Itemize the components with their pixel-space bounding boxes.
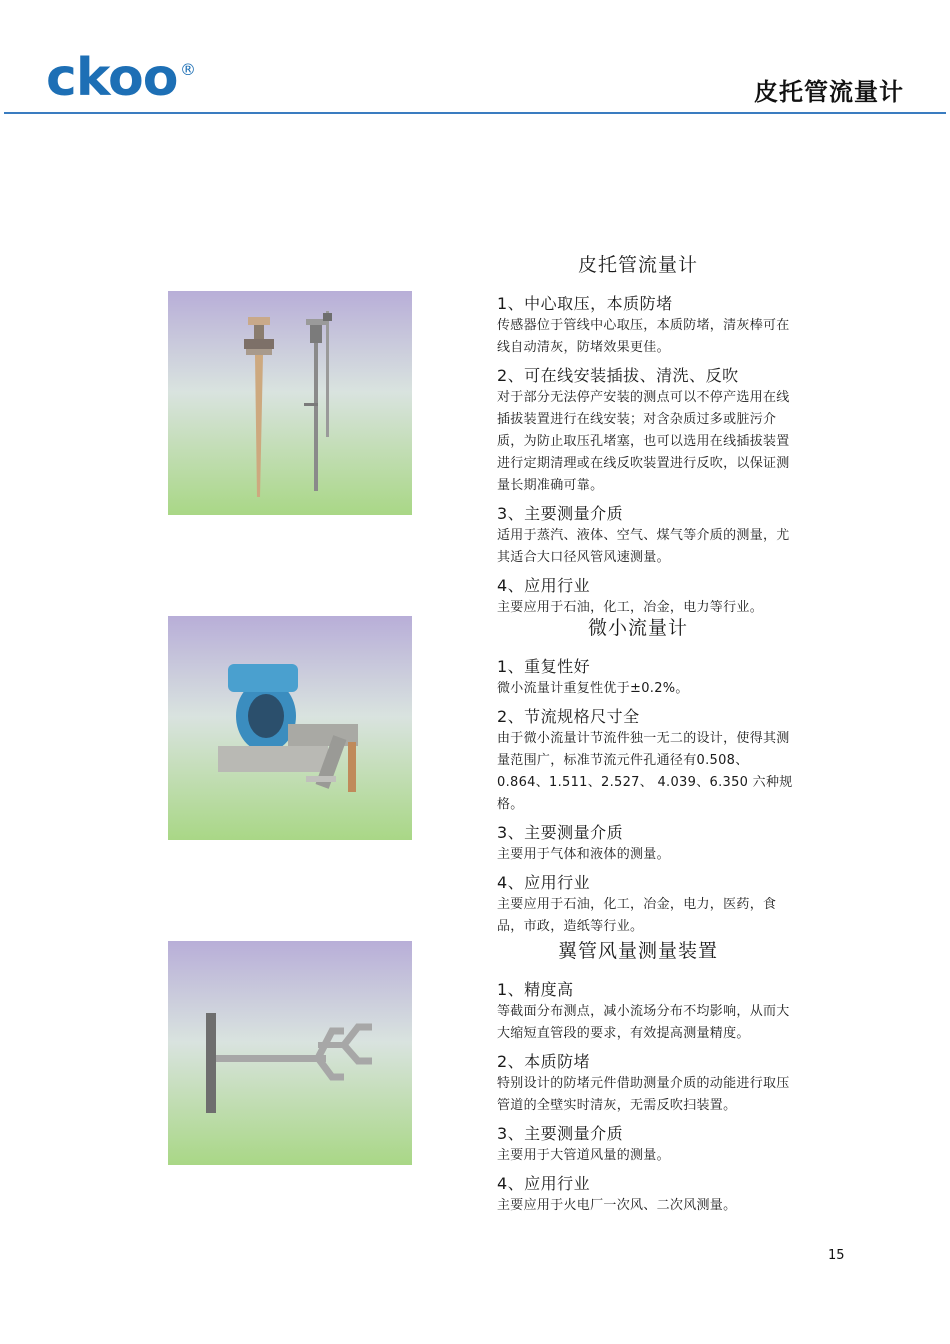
item-heading: 1、中心取压，本质防堵 [497,294,673,313]
item-heading: 4、应用行业 [497,873,591,892]
header-title: 皮托管流量计 [754,78,904,106]
section-wing-tube [497,936,797,1217]
item-body: 适用于蒸汽、液体、空气、煤气等介质的测量，尤其适合大口径风管风速测量。 [497,528,790,565]
item-body: 主要应用于石油，化工，冶金，电力等行业。 [497,600,764,615]
pitot-tube-photo [168,291,412,515]
item-heading: 4、应用行业 [497,1174,591,1193]
item-heading: 2、节流规格尺寸全 [497,707,640,726]
section-pitot-tube [497,250,797,619]
item-heading: 4、应用行业 [497,576,591,595]
wing-tube-photo [168,941,412,1165]
item-body: 微小流量计重复性优于±0.2%。 [497,681,689,696]
item-body: 主要应用于火电厂一次风、二次风测量。 [497,1198,737,1213]
item-heading: 3、主要测量介质 [497,504,624,523]
item-body: 等截面分布测点，减小流场分布不均影响，从而大大缩短直管段的要求，有效提高测量精度。 [497,1004,790,1041]
item-body: 主要用于大管道风量的测量。 [497,1148,670,1163]
item-heading: 1、重复性好 [497,657,591,676]
logo-text: ckoo [46,48,178,108]
micro-flowmeter-photo [168,616,412,840]
page-number: 15 [828,1248,845,1263]
header-divider [4,112,946,114]
item-body: 传感器位于管线中心取压，本质防堵，清灰棒可在线自动清灰，防堵效果更佳。 [497,318,790,355]
registered-mark: ® [180,60,196,79]
item-heading: 3、主要测量介质 [497,1124,624,1143]
item-body: 主要用于气体和液体的测量。 [497,847,670,862]
section-title: 皮托管流量计 [577,254,698,276]
item-heading: 1、精度高 [497,980,574,999]
section-title: 翼管风量测量装置 [557,940,718,962]
item-heading: 3、主要测量介质 [497,823,624,842]
item-heading: 2、可在线安装插拔、清洗、反吹 [497,366,739,385]
section-micro-flowmeter [497,613,797,938]
item-body: 特别设计的防堵元件借助测量介质的动能进行取压管道的全壁实时清灰，无需反吹扫装置。 [497,1076,790,1113]
item-body: 对于部分无法停产安装的测点可以不停产选用在线插拔装置进行在线安装；对含杂质过多或脏污介质，为防止取压孔堵塞，也可以选用在线插拔装置进行定期清理或在线反吹装置进行反吹，以保证测量长期准确可靠。 [497,390,790,493]
item-heading: 2、本质防堵 [497,1052,591,1071]
item-body: 主要应用于石油，化工，冶金，电力，医药，食品，市政，造纸等行业。 [497,897,777,934]
section-title: 微小流量计 [587,617,688,639]
item-body: 由于微小流量计节流件独一无二的设计，使得其测量范围广，标准节流元件孔通径有0.508、0.864、1.511、2.527、 4.039、6.350 六种规格。 [497,731,793,812]
